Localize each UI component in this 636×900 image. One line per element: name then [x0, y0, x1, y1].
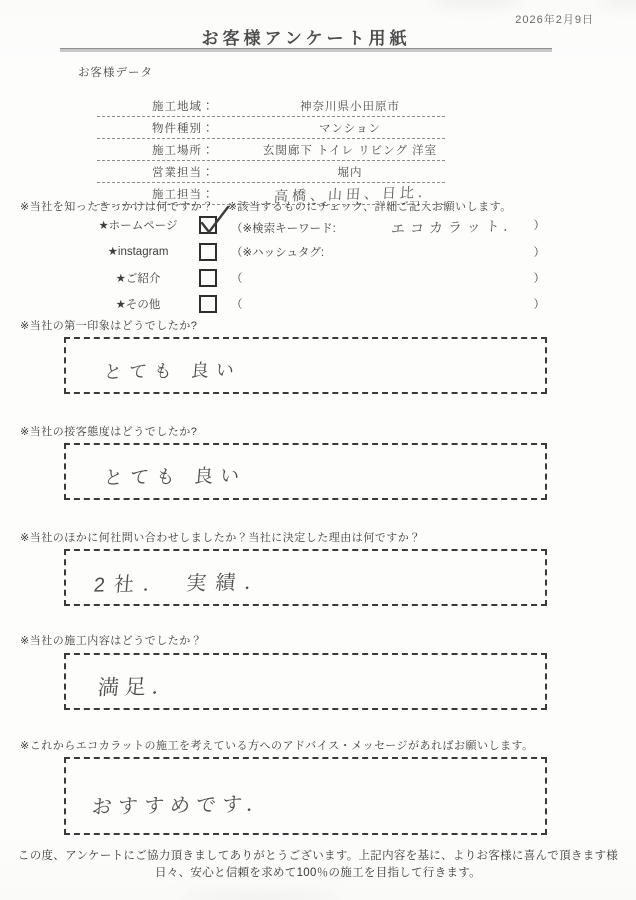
- row-value: 玄関廊下 トイレ リビング 洋室: [262, 144, 438, 157]
- option-row-homepage: [0, 216, 636, 238]
- table-row-region: [97, 95, 445, 117]
- row-label: 物件種別：: [152, 122, 215, 135]
- question-first-impression: ※当社の第一印象はどうでしたか?: [20, 320, 198, 332]
- option-detail: [231, 217, 545, 237]
- thank-you-line1: この度、アンケートにご協力頂きましてありがとうございます。上記内容を基に、よりお客様に喜んで頂きます様: [17, 850, 619, 862]
- handwritten-answer: 満足．: [96, 674, 180, 700]
- table-row-property-type: [97, 117, 445, 139]
- answer-box-first-impression: [64, 337, 547, 394]
- option-detail: [231, 296, 545, 312]
- detail-label: （: [231, 273, 243, 285]
- checkbox-other: [199, 295, 217, 313]
- handwritten-checkmark-icon: [196, 199, 236, 239]
- table-row-work-location: [97, 139, 445, 161]
- checkbox-referral: [199, 269, 217, 287]
- handwritten-answer: 2社． 実績．: [92, 571, 275, 597]
- handwritten-answer: とても 良い: [103, 359, 242, 382]
- row-label: 施工地域：: [152, 100, 215, 113]
- customer-data-table: [97, 95, 445, 205]
- question-other-companies: ※当社のほかに何社問い合わせしましたか？当社に決定した理由は何ですか？: [20, 532, 421, 544]
- handwritten-search-keyword: エコカラット．: [390, 218, 523, 238]
- thank-you-note: [0, 848, 636, 882]
- scan-smudge: [430, 0, 520, 8]
- option-row-other: [0, 295, 636, 313]
- page-title: お客様アンケート用紙: [201, 29, 411, 48]
- detail-label: （※検索キーワード:: [231, 223, 336, 235]
- close-paren: ）: [533, 299, 545, 311]
- answer-box-construction-quality: [64, 653, 547, 710]
- option-label: ★ご紹介: [115, 273, 161, 285]
- option-row-referral: [0, 269, 636, 287]
- close-paren: ）: [533, 273, 545, 285]
- source-instruction: ※該当するものにチェック、詳細ご記入お願いします。: [227, 201, 512, 213]
- close-paren: ）: [533, 220, 545, 232]
- row-label: 施工担当：: [152, 188, 215, 201]
- row-label: 施工場所：: [152, 144, 215, 157]
- detail-label: （: [231, 299, 243, 311]
- option-detail: [231, 270, 545, 286]
- question-service-attitude: ※当社の接客態度はどうでしたか?: [20, 426, 198, 438]
- handwritten-staff-names: 高橋、山田、日比.: [273, 184, 427, 205]
- question-advice-message: ※これからエコカラットの施工を考えている方へのアドバイス・メッセージがあればお願いします。: [20, 740, 534, 752]
- scan-smudge: [180, 892, 340, 900]
- row-label: 営業担当：: [152, 166, 215, 179]
- option-label: ★ホームページ: [98, 220, 178, 232]
- customer-data-heading: お客様データ: [78, 67, 153, 79]
- close-paren: ）: [533, 247, 545, 259]
- title-underline: [60, 48, 552, 52]
- handwritten-answer: おすすめです．: [90, 792, 274, 819]
- question-construction-quality: ※当社の施工内容はどうでしたか？: [20, 635, 203, 647]
- detail-label: （※ハッシュタグ:: [231, 247, 325, 259]
- option-detail: [231, 244, 545, 260]
- row-value: 堀内: [337, 166, 363, 179]
- date: 2026年2月9日: [515, 14, 594, 26]
- scan-smudge: [600, 0, 636, 8]
- source-question: ※当社を知ったきっかけは何ですか？: [20, 201, 214, 213]
- answer-box-advice-message: [64, 757, 547, 835]
- option-label: ★instagram: [107, 246, 169, 258]
- option-row-instagram: [0, 243, 636, 261]
- row-value: 神奈川県小田原市: [300, 100, 400, 113]
- table-row-sales-rep: [97, 161, 445, 183]
- thank-you-line2: 日々、安心と信頼を求めて100％の施工を目指して行きます。: [155, 867, 481, 879]
- handwritten-answer: とても 良い: [102, 465, 248, 490]
- source-question-row: [20, 198, 512, 214]
- row-value: マンション: [319, 122, 381, 135]
- option-label: ★その他: [115, 299, 161, 311]
- checkbox-instagram: [199, 243, 217, 261]
- answer-box-service-attitude: [64, 443, 547, 500]
- answer-box-other-companies: [64, 549, 547, 606]
